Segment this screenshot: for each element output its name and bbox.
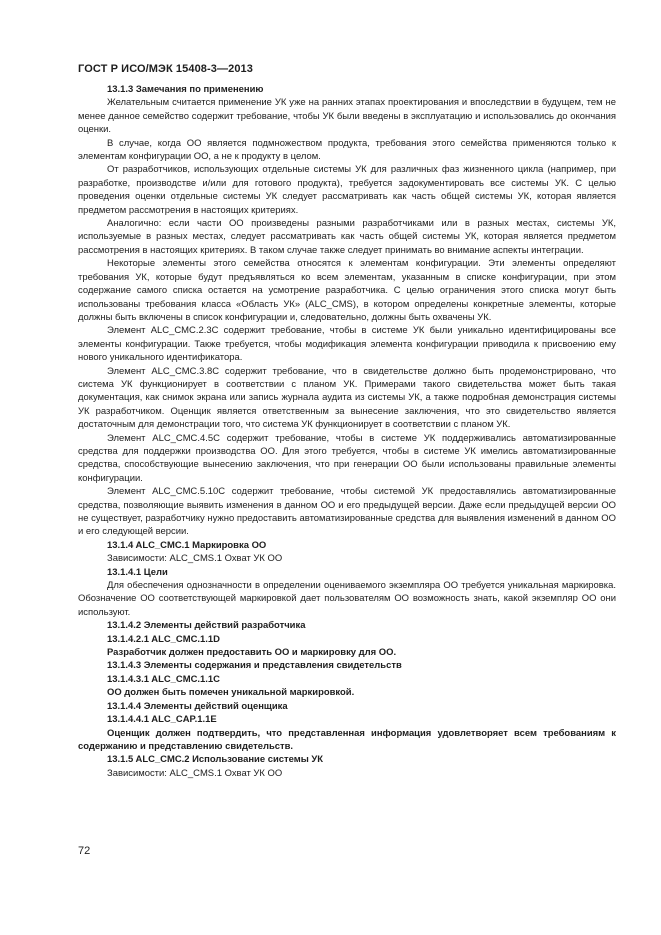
paragraph: Элемент ALC_CMC.4.5C содержит требование, чтобы в системе УК поддерживались автоматизированные средства для поддержки производства ОО. Для этого требуется, чтобы в системе УК имелись автоматизированные средства, способствующие вынесению заключения, что при генерации ОО были использованы правильные элементы конфигурации. <box>78 432 616 484</box>
element-id: 13.1.4.2.1 ALC_CMC.1.1D <box>107 633 220 645</box>
requirement-text: Разработчик должен предоставить ОО и маркировку для ОО. <box>107 647 397 659</box>
section-heading: 13.1.4.3 Элементы содержания и представления свидетельств <box>107 660 402 672</box>
section-heading: 13.1.5 ALC_CMC.2 Использование системы УК <box>107 754 324 766</box>
paragraph: Элемент ALC_CMC.2.3C содержит требование, чтобы в системе УК были уникально идентифицированы все элементы конфигурации. Также требуется, чтобы модификация элемента конфигурации приводила к присвоению ему нового уникального идентификатора. <box>78 325 616 364</box>
dependencies-line: Зависимости: ALC_CMS.1 Охват УК ОО <box>107 553 283 565</box>
paragraph: Для обеспечения однозначности в определении оцениваемого экземпляра ОО требуется уникальная маркировка. Обозначение ОО соответствующей маркировкой дает пользователям ОО возможность знать, какой экземпляр ОО они используют. <box>78 580 616 618</box>
requirement-text: Оценщик должен подтвердить, что представленная информация удовлетворяет всем требованиям к содержанию и представлению свидетельств. <box>78 727 616 752</box>
paragraph: Элемент ALC_CMC.3.8C содержит требование, что в свидетельстве должно быть продемонстрировано, что система УК функционирует в соответствии с планом УК. Примерами такого свидетельства может быть такая документация, как снимок экрана или запись журнала аудита из системы УК, а также подробная демонстрация системы УК разработчиком. Оценщик является ответственным за вынесение заключения, что это свидетельство является достаточным для демонстрации того, что система УК функционирует в соответствии с планом УК. <box>78 365 616 431</box>
section-heading: 13.1.4.1 Цели <box>107 566 168 578</box>
requirement-text: ОО должен быть помечен уникальной маркировкой. <box>107 687 355 699</box>
paragraph: В случае, когда ОО является подмножеством продукта, требования этого семейства применяются только к элементам конфигурации ОО, а не к продукту в целом. <box>78 137 616 163</box>
section-heading: 13.1.3 Замечания по применению <box>107 84 264 95</box>
section-heading: 13.1.4 ALC_CMC.1 Маркировка ОО <box>107 539 267 551</box>
paragraph: Некоторые элементы этого семейства относятся к элементам конфигурации. Эти элементы определяют требования УК, которые будут предъявляться ко всем элементам, указанным в списке конфигурации, при этом содержание самого списка остается на усмотрение разработчика. С целью ограничения этого списка могут быть использованы требования класса «Область УК» (ALC_CMS), в котором определены конкретные элементы, которые должны быть включены в список конфигурации и, следовательно, должны быть охвачены УК. <box>78 258 616 323</box>
section-heading: 13.1.4.4 Элементы действий оценщика <box>107 700 288 712</box>
element-id: 13.1.4.4.1 ALC_CAP.1.1E <box>107 714 217 726</box>
dependencies-line: Зависимости: ALC_CMS.1 Охват УК ОО <box>107 767 283 779</box>
paragraph: Элемент ALC_CMC.5.10C содержит требование, чтобы системой УК предоставлялись автоматизированные средства, позволяющие выявить изменения в данном ОО и его предыдущей версии. Даже если предыдущей версии ОО не существует, разработчику нужно предоставить автоматизированные средства для выявления изменений в данном ОО и его следующей версии. <box>78 486 616 538</box>
page-number: 72 <box>78 845 91 857</box>
paragraph: От разработчиков, использующих отдельные системы УК для различных фаз жизненного цикла (например, при разработке, производстве и/или для готового продукта), требуется задокументировать все системы УК. С целью проведения оценки отдельные системы УК следует рассматривать как часть общей системы УК, которая является предметом рассмотрения в настоящих критериях. <box>78 164 616 216</box>
paragraph: Аналогично: если части ОО произведены разными разработчиками или в разных местах, системы УК, используемые в разных местах, следует рассматривать как часть общей системы УК, которая является предметом рассмотрения в настоящих критериях. В таком случае также следует принимать во внимание аспекты интеграции. <box>78 218 616 256</box>
element-id: 13.1.4.3.1 ALC_CMC.1.1C <box>107 673 220 685</box>
document-header: ГОСТ Р ИСО/МЭК 15408-3—2013 <box>78 63 253 75</box>
paragraph: Желательным считается применение УК уже на ранних этапах проектирования и впоследствии в будущем, тем не менее данное семейство содержит требование, чтобы УК были введены в эксплуатацию и использовались до окончания оценки. <box>78 97 616 136</box>
document-body <box>78 83 616 780</box>
section-heading: 13.1.4.2 Элементы действий разработчика <box>107 620 306 632</box>
